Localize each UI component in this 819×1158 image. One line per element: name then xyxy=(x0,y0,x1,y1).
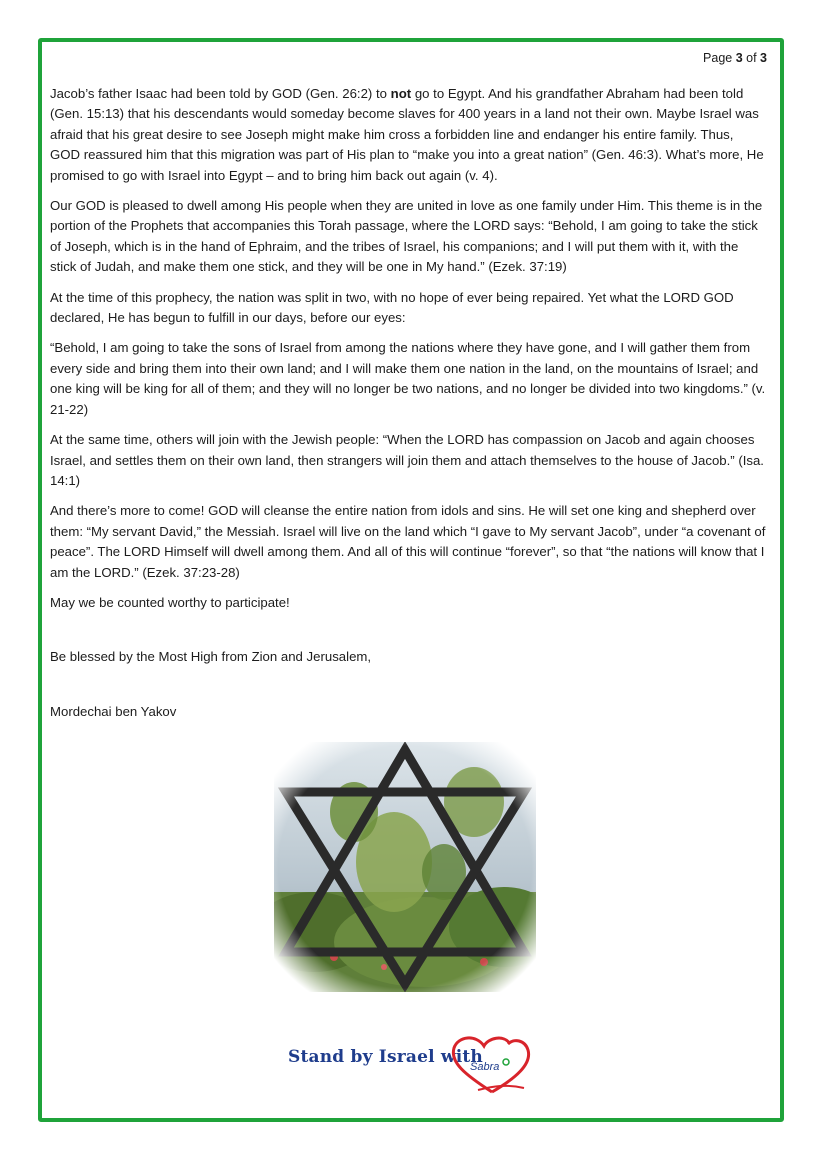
heart-icon xyxy=(444,1034,540,1096)
paragraph-1: Jacob’s father Isaac had been told by GOD (Gen. 26:2) to not go to Egypt. And his grandfather Abraham had been told (Gen. 15:13) that his descendants would someday become slaves for 400 years in a land not their own. Maybe Israel was afraid that his great desire to see Joseph might make him cross a forbidden line and endanger his entire family. Thus, GOD reassured him that this migration was part of His plan to “make you into a great nation” (Gen. 46:3). What’s more, He promised to go with Israel into Egypt – and to bring him back out again (v. 4). xyxy=(50,86,764,183)
paragraph-2: Our GOD is pleased to dwell among His people when they are united in love as one family under Him. This theme is in the portion of the Prophets that accompanies this Torah passage, where the LORD says: “Behold, I am going to take the stick of Joseph, which is in the hand of Ephraim, and the tribes of Israel, his companions; and I will put them with it, with the stick of Judah, and make them one stick, and they will be one in My hand.” (Ezek. 37:19) xyxy=(50,198,763,275)
blessing-line: Be blessed by the Most High from Zion and Jerusalem, xyxy=(50,649,372,665)
paragraph-3: At the time of this prophecy, the nation was split in two, with no hope of ever being repaired. Yet what the LORD GOD declared, He has begun to fulfill in our days, before our eyes: xyxy=(50,289,734,326)
signature: Mordechai ben Yakov xyxy=(50,703,177,719)
letter-body xyxy=(50,84,766,732)
paragraph-6: And there’s more to come! GOD will cleanse the entire nation from idols and sins. He will set one king and shepherd over them: “My servant David,” the Messiah. Israel will live on the land which “I gave to My servant Jacob”, under “a covenant of peace”. The LORD Himself will dwell among them. And all of this will continue “forever”, so that “the nations will know that I am the LORD.” (Ezek. 37:23-28) xyxy=(50,503,766,580)
page-number: Page 3 of 3 xyxy=(703,51,767,65)
paragraph-4: “Behold, I am going to take the sons of Israel from among the nations where they have gone, and I will gather them from every side and bring them into their own land; and I will make them one nation in the land, on the mountains of Israel; and one king will be king for all of them; and they will no longer be two nations, and no longer be divided into two kingdoms.” (v. 21-22) xyxy=(50,340,766,417)
sabra-logo xyxy=(284,1034,544,1096)
logo-brand: Sabra xyxy=(470,1061,500,1073)
star-of-david-photo xyxy=(274,742,536,992)
paragraph-7: May we be counted worthy to participate! xyxy=(50,594,290,610)
logo-text: Stand by Israel with xyxy=(288,1047,483,1067)
paragraph-5: At the same time, others will join with the Jewish people: “When the LORD has compassion on Jacob and again chooses Israel, and settles them on their own land, then strangers will join them and attach themselves to the house of Jacob.” (Isa. 14:1) xyxy=(50,432,764,488)
